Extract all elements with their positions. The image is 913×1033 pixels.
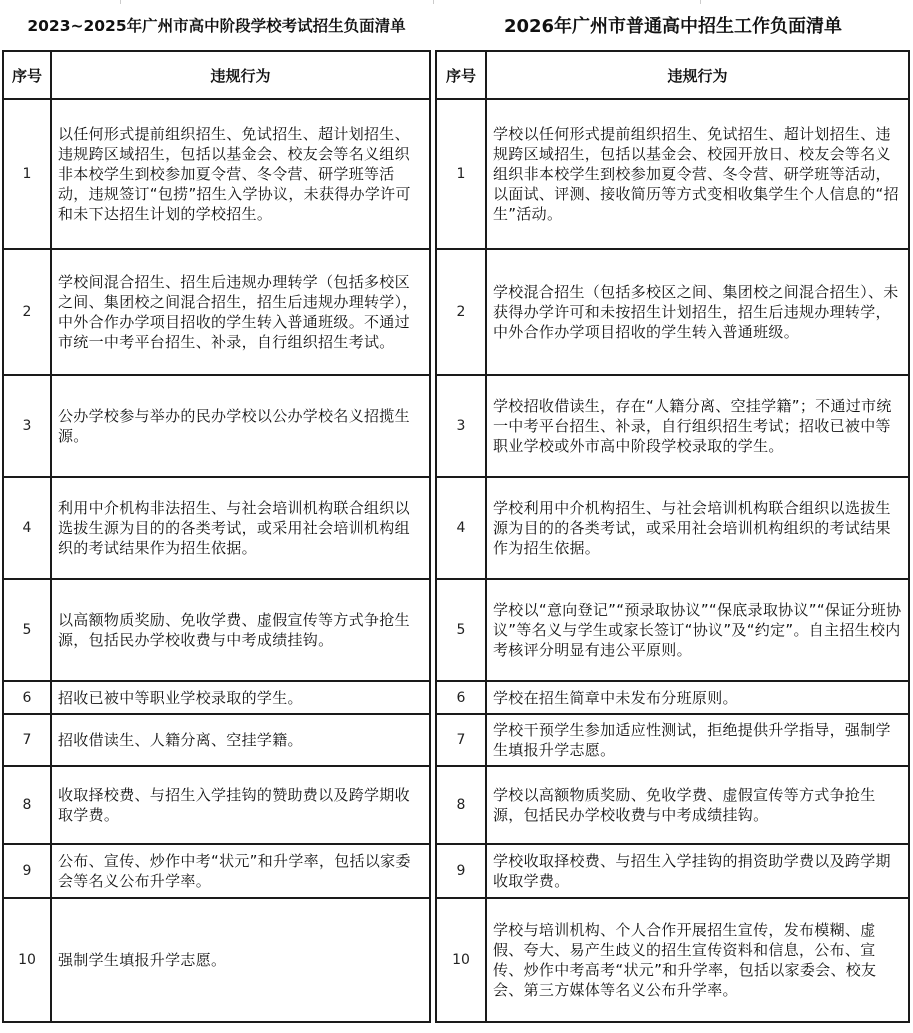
table-row bbox=[3, 898, 430, 1022]
table-row bbox=[3, 579, 430, 681]
row-number: 7 bbox=[436, 714, 486, 766]
table-row bbox=[436, 844, 909, 898]
violation-text: 学校与培训机构、个人合作开展招生宣传，发布模糊、虚假、夸大、易产生歧义的招生宣传资料和信息，公布、宣传、炒作中考高考“状元”和升学率，包括以家委会、校友会、第三方媒体等名义公布升学率。 bbox=[486, 898, 909, 1022]
table-row bbox=[3, 844, 430, 898]
table-row bbox=[3, 766, 430, 844]
violation-text: 学校以“意向登记”“预录取协议”“保底录取协议”“保证分班协议”等名义与学生或家长签订“协议”及“约定”。自主招生校内考核评分明显有违公平原则。 bbox=[486, 579, 909, 681]
right-list-section bbox=[433, 0, 913, 1033]
violation-text: 公办学校参与举办的民办学校以公办学校名义招揽生源。 bbox=[51, 375, 430, 477]
row-number: 6 bbox=[3, 681, 51, 714]
violation-text: 学校招收借读生，存在“人籍分离、空挂学籍”；不通过市统一中考平台招生、补录，自行组织招生考试；招收已被中等职业学校或外市高中阶段学校录取的学生。 bbox=[486, 375, 909, 477]
violation-text: 利用中介机构非法招生、与社会培训机构联合组织以选拔生源为目的的各类考试，或采用社会培训机构组织的考试结果作为招生依据。 bbox=[51, 477, 430, 579]
row-number: 5 bbox=[436, 579, 486, 681]
violation-text: 学校混合招生（包括多校区之间、集团校之间混合招生）、未获得办学许可和未按招生计划招生，招生后违规办理转学，中外合作办学项目招收的学生转入普通班级。 bbox=[486, 249, 909, 375]
row-number: 6 bbox=[436, 681, 486, 714]
table-row bbox=[3, 714, 430, 766]
column-header-violation: 违规行为 bbox=[51, 51, 430, 99]
row-number: 2 bbox=[3, 249, 51, 375]
table-row bbox=[436, 249, 909, 375]
table-row bbox=[3, 99, 430, 249]
violation-text: 招收已被中等职业学校录取的学生。 bbox=[51, 681, 430, 714]
table-row bbox=[3, 477, 430, 579]
left-list-section bbox=[0, 0, 433, 1033]
left-list-table bbox=[2, 50, 431, 1023]
table-row bbox=[436, 99, 909, 249]
row-number: 2 bbox=[436, 249, 486, 375]
violation-text: 学校在招生简章中未发布分班原则。 bbox=[486, 681, 909, 714]
violation-text: 学校收取择校费、与招生入学挂钩的捐资助学费以及跨学期收取学费。 bbox=[486, 844, 909, 898]
violation-text: 以任何形式提前组织招生、免试招生、超计划招生、违规跨区域招生，包括以基金会、校友会等名义组织非本校学生到校参加夏令营、冬令营、研学班等活动，违规签订“包捞”招生入学协议，未获得办学许可和未下达招生计划的学校招生。 bbox=[51, 99, 430, 249]
right-list-title: 2026年广州市普通高中招生工作负面清单 bbox=[503, 16, 843, 37]
violation-text: 学校间混合招生、招生后违规办理转学（包括多校区之间、集团校之间混合招生，招生后违规办理转学），中外合作办学项目招收的学生转入普通班级。不通过市统一中考平台招生、补录，自行组织招生考试。 bbox=[51, 249, 430, 375]
row-number: 10 bbox=[436, 898, 486, 1022]
violation-text: 学校以任何形式提前组织招生、免试招生、超计划招生、违规跨区域招生，包括以基金会、校园开放日、校友会等名义组织非本校学生到校参加夏令营、冬令营、研学班等活动，以面试、评测、接收简历等方式变相收集学生个人信息的“招生”活动。 bbox=[486, 99, 909, 249]
table-header-row bbox=[436, 51, 909, 99]
table-row bbox=[436, 579, 909, 681]
row-number: 9 bbox=[3, 844, 51, 898]
table-row bbox=[436, 714, 909, 766]
row-number: 1 bbox=[3, 99, 51, 249]
table-row bbox=[436, 375, 909, 477]
right-list-table bbox=[435, 50, 910, 1023]
violation-text: 收取择校费、与招生入学挂钩的赞助费以及跨学期收取学费。 bbox=[51, 766, 430, 844]
table-header-row bbox=[3, 51, 430, 99]
table-row bbox=[436, 477, 909, 579]
violation-text: 以高额物质奖励、免收学费、虚假宣传等方式争抢生源，包括民办学校收费与中考成绩挂钩。 bbox=[51, 579, 430, 681]
row-number: 9 bbox=[436, 844, 486, 898]
row-number: 5 bbox=[3, 579, 51, 681]
violation-text: 学校干预学生参加适应性测试，拒绝提供升学指导，强制学生填报升学志愿。 bbox=[486, 714, 909, 766]
row-number: 1 bbox=[436, 99, 486, 249]
violation-text: 学校利用中介机构招生、与社会培训机构联合组织以选拔生源为目的的各类考试，或采用社会培训机构组织的考试结果作为招生依据。 bbox=[486, 477, 909, 579]
column-header-number: 序号 bbox=[436, 51, 486, 99]
row-number: 3 bbox=[436, 375, 486, 477]
table-row bbox=[436, 766, 909, 844]
left-list-title: 2023~2025年广州市高中阶段学校考试招生负面清单 bbox=[27, 17, 406, 35]
violation-text: 学校以高额物质奖励、免收学费、虚假宣传等方式争抢生源，包括民办学校收费与中考成绩挂钩。 bbox=[486, 766, 909, 844]
violation-text: 强制学生填报升学志愿。 bbox=[51, 898, 430, 1022]
table-row bbox=[3, 681, 430, 714]
row-number: 4 bbox=[436, 477, 486, 579]
row-number: 8 bbox=[3, 766, 51, 844]
table-row bbox=[3, 375, 430, 477]
table-row bbox=[436, 898, 909, 1022]
row-number: 7 bbox=[3, 714, 51, 766]
table-row bbox=[3, 249, 430, 375]
column-header-violation: 违规行为 bbox=[486, 51, 909, 99]
row-number: 10 bbox=[3, 898, 51, 1022]
row-number: 4 bbox=[3, 477, 51, 579]
violation-text: 公布、宣传、炒作中考“状元”和升学率，包括以家委会等名义公布升学率。 bbox=[51, 844, 430, 898]
column-header-number: 序号 bbox=[3, 51, 51, 99]
table-row bbox=[436, 681, 909, 714]
row-number: 3 bbox=[3, 375, 51, 477]
violation-text: 招收借读生、人籍分离、空挂学籍。 bbox=[51, 714, 430, 766]
row-number: 8 bbox=[436, 766, 486, 844]
